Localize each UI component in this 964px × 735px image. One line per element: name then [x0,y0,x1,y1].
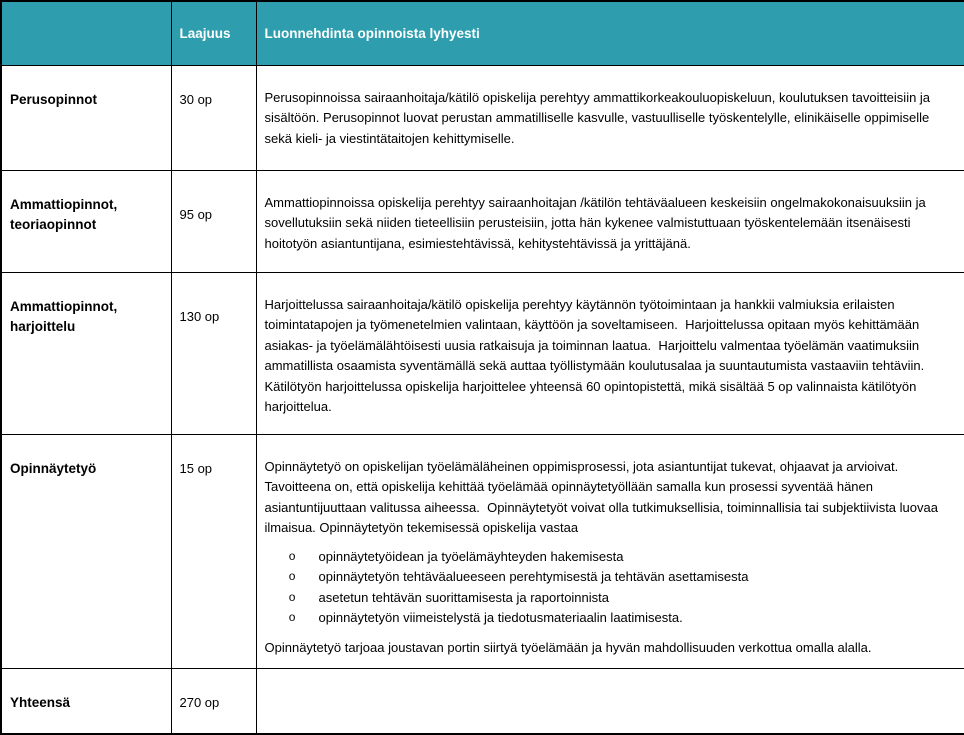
row-title: Ammattiopinnot, harjoittelu [1,272,171,434]
row-extent: 130 op [171,272,256,434]
bullet-text: opinnäytetyön viimeistelystä ja tiedotusmateriaalin laatimisesta. [318,610,683,625]
row-description [256,669,964,734]
header-cell-extent: Laajuus [171,1,256,65]
row-description [256,170,964,272]
bullet-text: opinnäytetyöidean ja työelämäyhteyden hakemisesta [318,548,624,564]
row-extent: 270 op [171,669,256,734]
row-title: Ammattiopinnot, teoriaopinnot [1,170,171,272]
list-item [265,547,951,568]
table-row-opinnaytetyo [1,434,964,669]
list-item [265,588,951,609]
bullet-marker: o [288,549,296,564]
table-row-yhteensa [1,669,964,734]
row-description [256,434,964,669]
row-description [256,272,964,434]
list-item [265,608,951,629]
row-extent: 15 op [171,434,256,669]
bullet-marker: o [288,590,296,605]
row-extent: 95 op [171,170,256,272]
row-title: Yhteensä [1,669,171,734]
row-title: Perusopinnot [1,65,171,170]
description-paragraph: Perusopinnoissa sairaanhoitaja/kätilö opiskelija perehtyy ammattikorkeakouluopiskeluun, koulutuksen tavoitteisiin ja sisältöön. Perusopinnot luovat perustan ammatilliselle kasvulle, vastuulliselle työskentelylle, elinikäiselle oppimiselle sekä kieli- ja viestintätaitojen kehittymiselle. [264,89,934,146]
table-header-row [1,1,964,65]
row-description [256,65,964,170]
header-cell-description: Luonnehdinta opinnoista lyhyesti [256,1,964,65]
description-intro-paragraph: Opinnäytetyö on opiskelijan työelämäläheinen oppimisprosessi, jota asiantuntijat tukevat, ohjaavat ja arvioivat. Tavoitteena on, että opiskelija kehittää työelämää opinnäytetyöllään samalla kun prosessi syventää hänen asiantuntijuuttaan valitussa aiheessa. Opinnäytetyöt voivat olla tutkimuksellisia, toiminnallisia tai subjektiivista luovaa ilmaisua. Opinnäytetyön tekemisessä opiskelija vastaa [264,458,942,535]
row-title: Opinnäytetyö [1,434,171,669]
bullet-text: asetetun tehtävän suorittamisesta ja raportoinnista [318,589,610,605]
table-row-ammattiopinnot-teoria [1,170,964,272]
list-item [265,567,951,588]
row-extent: 30 op [171,65,256,170]
description-paragraph: Harjoittelussa sairaanhoitaja/kätilö opiskelija perehtyy käytännön työtoimintaan ja hankkii valmiuksia erilaisten toimintatapojen ja työmenetelmien valintaan, käyttöön ja soveltamiseen. Harjoittelussa opitaan myös kehittämään asiakas- ja työelämälähtöisesti uusia ratkaisuja ja toiminnan laatua. Harjoittelu valmentaa työelämän vaatimuksiin ammatillista osaamista syventämällä sekä auttaa työllistymään koulutusalaa ja suuntautumista vastaaviin tehtäviin. Kätilötyön harjoittelussa opiskelija harjoittelee yhteensä 60 opintopistettä, mikä sisältää 5 op valinnaista kätilötyön harjoittelua. [264,296,928,414]
description-outro-paragraph: Opinnäytetyö tarjoaa joustavan portin siirtyä työelämään ja hyvän mahdollisuuden verkottua omalla alalla. [264,639,872,655]
bullet-marker: o [288,570,296,584]
description-paragraph: Ammattiopinnoissa opiskelija perehtyy sairaanhoitajan /kätilön tehtäväalueen keskeisiin ongelmakokonaisuuksiin ja sovellutuksiin sekä niiden tieteellisiin perusteisiin, jotta hän kykenee valmistuttuaan työskentelemään itsenäisesti hoitotyön asiantuntijana, esimiestehtävissä, kehitystehtävissä ja yrittäjänä. [264,194,930,251]
header-cell-empty [1,1,171,65]
bullet-list [265,547,951,629]
table-row-ammattiopinnot-harjoittelu [1,272,964,434]
bullet-marker: o [288,611,296,625]
bullet-text: opinnäytetyön tehtäväalueeseen perehtymisestä ja tehtävän asettamisesta [318,569,749,584]
table-row-perusopinnot [1,65,964,170]
